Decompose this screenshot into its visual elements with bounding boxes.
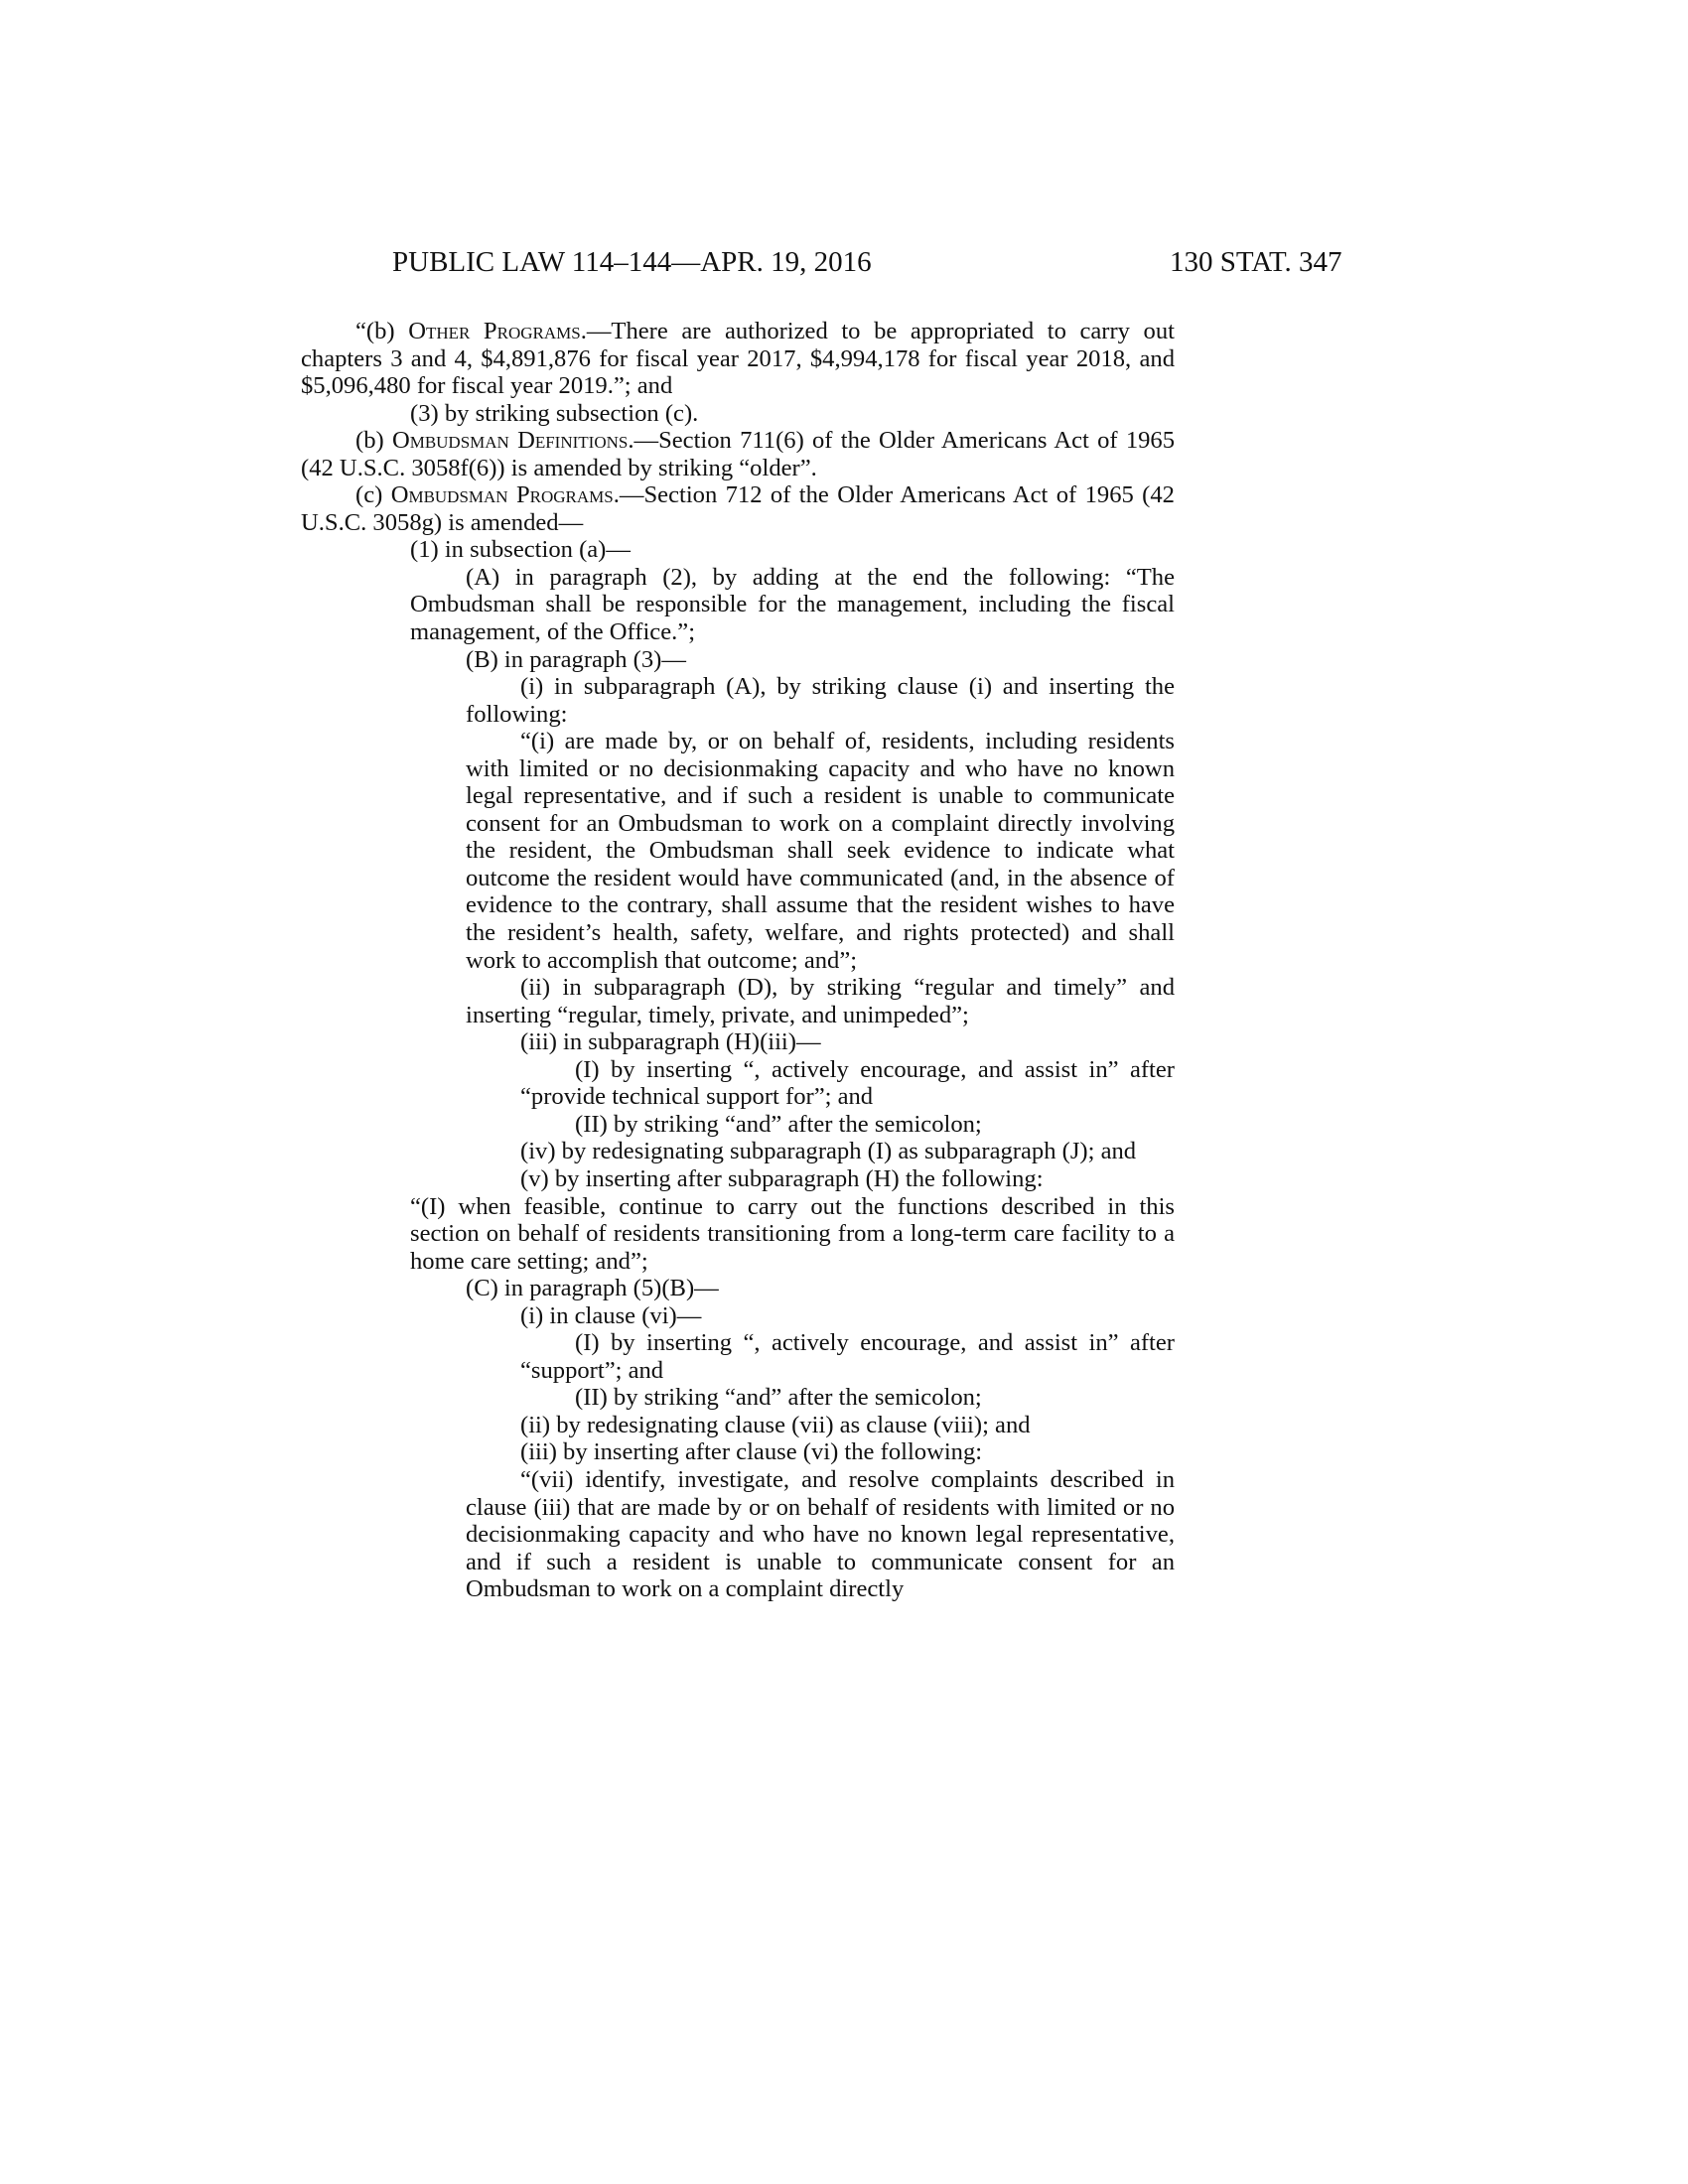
paragraph: (ii) by redesignating clause (vii) as clause (viii); and bbox=[520, 1411, 1031, 1438]
paragraph: (i) in clause (vi)— bbox=[520, 1301, 702, 1329]
paragraph: “(b) Other Programs.—There are authorized to be appropriated to carry out chapters 3 and 4, $4,891,876 for fiscal year 2017, $4,994,178 for fiscal year 2018, and $5,096,480 for fiscal year 2019.”; and bbox=[301, 318, 1175, 400]
section-heading: Ombudsman Programs bbox=[390, 481, 614, 509]
page-number: 130 STAT. 347 bbox=[1170, 246, 1342, 278]
paragraph: (iii) in subparagraph (H)(iii)— bbox=[520, 1028, 821, 1056]
section-heading: Ombudsman Definitions bbox=[391, 427, 629, 455]
paragraph: (i) in subparagraph (A), by striking clause (i) and inserting the following: bbox=[466, 673, 1175, 728]
paragraph: (b) Ombudsman Definitions.—Section 711(6) of the Older Americans Act of 1965 (42 U.S.C. 3058f(6)) is amended by striking “older”. bbox=[301, 427, 1176, 481]
paragraph: “(vii) identify, investigate, and resolve complaints described in clause (iii) that are made by or on behalf of residents with limited or no decisionmaking capacity and who have no known legal representative, and if such a resident is unable to communicate consent for an Ombudsman to work on a complaint directly bbox=[466, 1465, 1175, 1603]
paragraph: (I) by inserting “, actively encourage, and assist in” after “support”; and bbox=[520, 1329, 1175, 1384]
paragraph: (v) by inserting after subparagraph (H) the following: bbox=[520, 1164, 1044, 1192]
paragraph: “(i) are made by, or on behalf of, residents, including residents with limited or no decisionmaking capacity and who have no known legal representative, and if such a resident is unable to communicate consent for an Ombudsman to work on a complaint directly involving the resident, the Ombudsman shall seek evidence to indicate what outcome the resident would have communicated (and, in the absence of evidence to the contrary, shall assume that the resident wishes to have the resident’s health, safety, welfare, and rights protected) and shall work to accomplish that outcome; and”; bbox=[466, 728, 1175, 974]
paragraph: (iii) by inserting after clause (vi) the following: bbox=[520, 1438, 983, 1466]
paragraph: (3) by striking subsection (c). bbox=[410, 399, 699, 427]
paragraph: (iv) by redesignating subparagraph (I) as subparagraph (J); and bbox=[520, 1138, 1137, 1165]
paragraph: (II) by striking “and” after the semicolon; bbox=[575, 1110, 982, 1138]
body-text bbox=[301, 318, 1175, 1603]
paragraph: (C) in paragraph (5)(B)— bbox=[466, 1275, 719, 1302]
paragraph: (B) in paragraph (3)— bbox=[466, 645, 686, 673]
paragraph: (1) in subsection (a)— bbox=[410, 536, 631, 564]
paragraph: (II) by striking “and” after the semicolon; bbox=[575, 1384, 982, 1412]
section-heading: Other Programs bbox=[408, 318, 581, 344]
paragraph: “(I) when feasible, continue to carry out the functions described in this section on behalf of residents transitioning from a long-term care facility to a home care setting; and”; bbox=[410, 1192, 1175, 1275]
running-header-left: PUBLIC LAW 114–144—APR. 19, 2016 bbox=[392, 246, 872, 278]
paragraph: (A) in paragraph (2), by adding at the end the following: “The Ombudsman shall be responsible for the management, including the fiscal management, of the Office.”; bbox=[410, 563, 1175, 646]
paragraph: (c) Ombudsman Programs.—Section 712 of the Older Americans Act of 1965 (42 U.S.C. 3058g) is amended— bbox=[301, 481, 1175, 536]
paragraph: (I) by inserting “, actively encourage, and assist in” after “provide technical support for”; and bbox=[520, 1055, 1175, 1111]
paragraph: (ii) in subparagraph (D), by striking “regular and timely” and inserting “regular, timely, private, and unimpeded”; bbox=[466, 974, 1175, 1028]
